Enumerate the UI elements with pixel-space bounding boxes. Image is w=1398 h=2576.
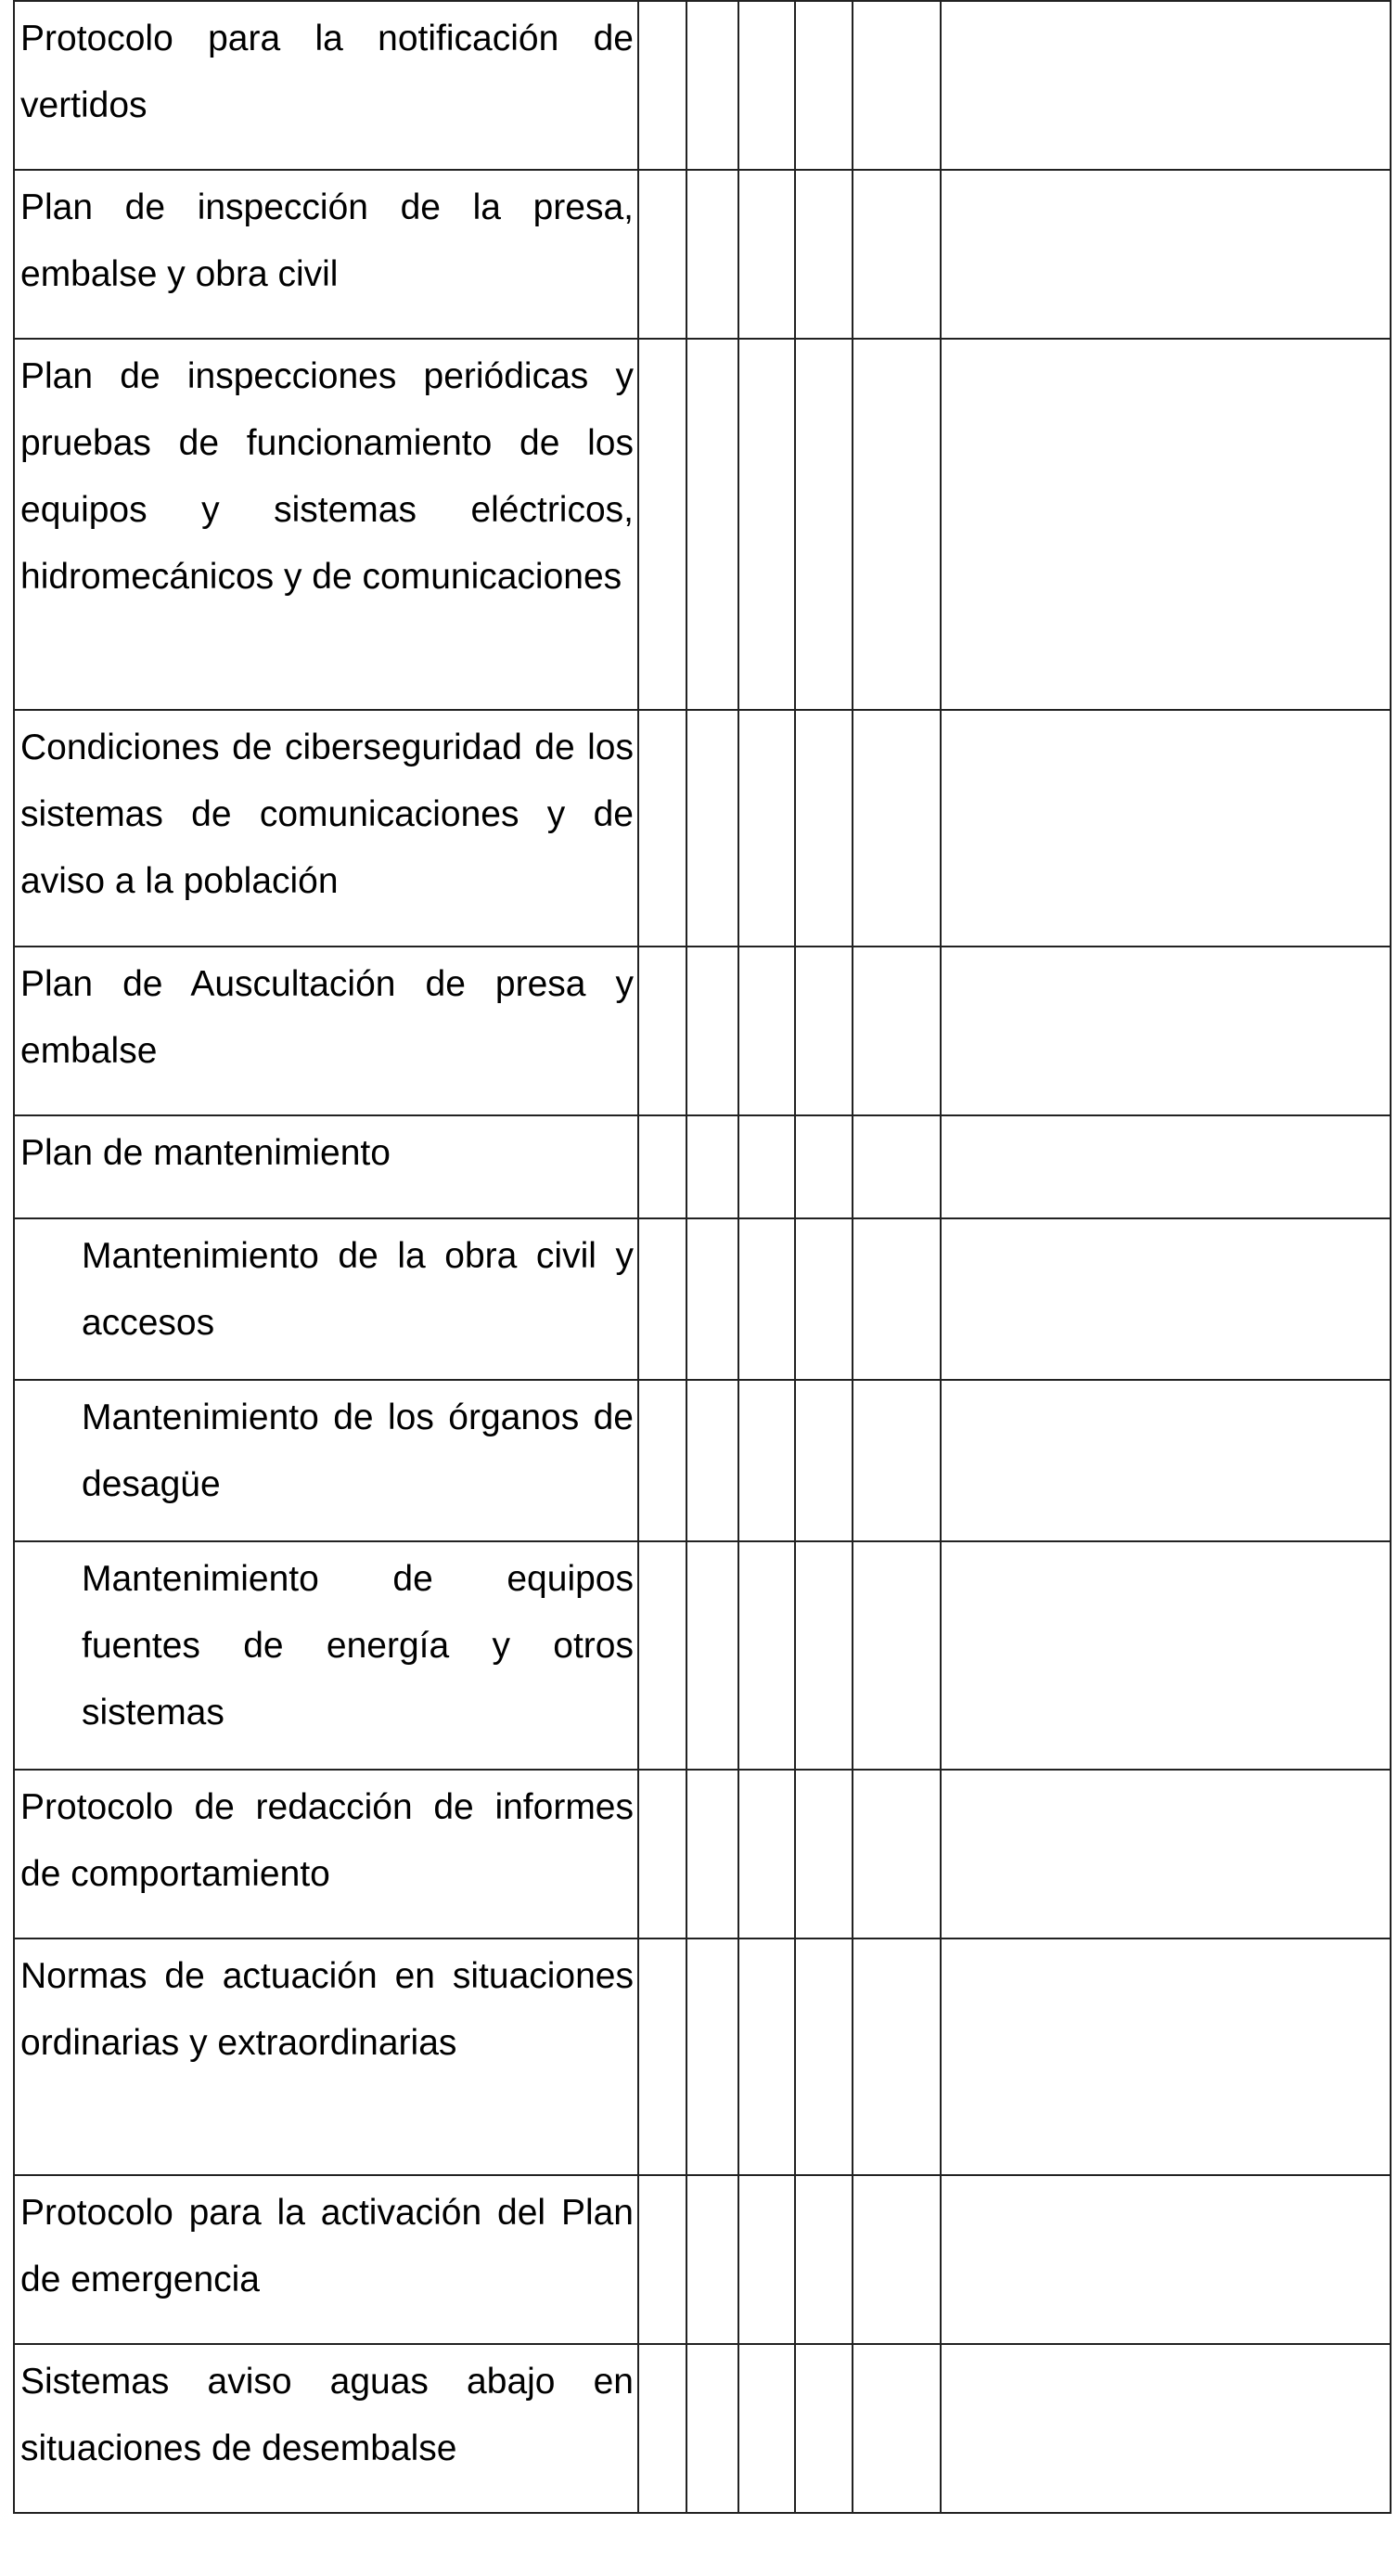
check-cell[interactable] xyxy=(686,1,738,170)
table-row xyxy=(14,339,1391,710)
check-cell[interactable] xyxy=(686,170,738,339)
check-cell[interactable] xyxy=(795,2344,853,2513)
check-cell[interactable] xyxy=(795,1938,853,2175)
check-cell[interactable] xyxy=(795,1380,853,1541)
row-label: Plan de mantenimiento xyxy=(14,1115,638,1218)
check-cell[interactable] xyxy=(638,1770,686,1938)
notes-cell[interactable] xyxy=(941,710,1391,947)
check-cell[interactable] xyxy=(638,1218,686,1380)
check-cell[interactable] xyxy=(853,1,941,170)
row-label: Protocolo para la notificación de vertidos xyxy=(14,1,638,170)
checklist-table xyxy=(13,0,1392,2514)
notes-cell[interactable] xyxy=(941,1115,1391,1218)
check-cell[interactable] xyxy=(686,2344,738,2513)
check-cell[interactable] xyxy=(738,1541,795,1770)
check-cell[interactable] xyxy=(853,1380,941,1541)
check-cell[interactable] xyxy=(853,170,941,339)
check-cell[interactable] xyxy=(738,1938,795,2175)
check-cell[interactable] xyxy=(686,1770,738,1938)
check-cell[interactable] xyxy=(686,710,738,947)
row-label: Sistemas aviso aguas abajo en situaciones de desembalse xyxy=(14,2344,638,2513)
check-cell[interactable] xyxy=(795,710,853,947)
check-cell[interactable] xyxy=(795,2175,853,2344)
check-cell[interactable] xyxy=(638,1,686,170)
notes-cell[interactable] xyxy=(941,170,1391,339)
row-label: Mantenimiento de equipos fuentes de energía y otros sistemas xyxy=(14,1541,638,1770)
check-cell[interactable] xyxy=(795,339,853,710)
row-label: Plan de inspección de la presa, embalse y obra civil xyxy=(14,170,638,339)
check-cell[interactable] xyxy=(853,339,941,710)
check-cell[interactable] xyxy=(638,1541,686,1770)
row-label: Mantenimiento de los órganos de desagüe xyxy=(14,1380,638,1541)
check-cell[interactable] xyxy=(686,1380,738,1541)
check-cell[interactable] xyxy=(853,1218,941,1380)
row-label: Plan de Auscultación de presa y embalse xyxy=(14,947,638,1115)
check-cell[interactable] xyxy=(686,1938,738,2175)
table-row xyxy=(14,1938,1391,2175)
check-cell[interactable] xyxy=(795,1541,853,1770)
check-cell[interactable] xyxy=(853,1115,941,1218)
table-row xyxy=(14,2175,1391,2344)
check-cell[interactable] xyxy=(738,1380,795,1541)
check-cell[interactable] xyxy=(738,947,795,1115)
table-row xyxy=(14,1115,1391,1218)
check-cell[interactable] xyxy=(795,947,853,1115)
check-cell[interactable] xyxy=(738,1,795,170)
check-cell[interactable] xyxy=(686,947,738,1115)
check-cell[interactable] xyxy=(738,1115,795,1218)
notes-cell[interactable] xyxy=(941,1380,1391,1541)
table-row xyxy=(14,1541,1391,1770)
check-cell[interactable] xyxy=(638,339,686,710)
notes-cell[interactable] xyxy=(941,1218,1391,1380)
check-cell[interactable] xyxy=(795,1115,853,1218)
check-cell[interactable] xyxy=(853,1938,941,2175)
table-row xyxy=(14,947,1391,1115)
check-cell[interactable] xyxy=(738,1218,795,1380)
check-cell[interactable] xyxy=(795,1,853,170)
check-cell[interactable] xyxy=(686,1541,738,1770)
notes-cell[interactable] xyxy=(941,1541,1391,1770)
check-cell[interactable] xyxy=(738,1770,795,1938)
notes-cell[interactable] xyxy=(941,339,1391,710)
check-cell[interactable] xyxy=(738,339,795,710)
check-cell[interactable] xyxy=(686,339,738,710)
check-cell[interactable] xyxy=(795,170,853,339)
check-cell[interactable] xyxy=(686,1218,738,1380)
check-cell[interactable] xyxy=(638,710,686,947)
table-row xyxy=(14,1770,1391,1938)
notes-cell[interactable] xyxy=(941,1,1391,170)
notes-cell[interactable] xyxy=(941,1938,1391,2175)
check-cell[interactable] xyxy=(638,2175,686,2344)
check-cell[interactable] xyxy=(738,2344,795,2513)
check-cell[interactable] xyxy=(686,2175,738,2344)
check-cell[interactable] xyxy=(638,947,686,1115)
check-cell[interactable] xyxy=(795,1218,853,1380)
row-label: Mantenimiento de la obra civil y accesos xyxy=(14,1218,638,1380)
row-label: Normas de actuación en situaciones ordinarias y extraordinarias xyxy=(14,1938,638,2175)
table-row xyxy=(14,1218,1391,1380)
check-cell[interactable] xyxy=(853,2344,941,2513)
check-cell[interactable] xyxy=(638,2344,686,2513)
table-row xyxy=(14,2344,1391,2513)
check-cell[interactable] xyxy=(638,170,686,339)
row-label: Protocolo de redacción de informes de comportamiento xyxy=(14,1770,638,1938)
notes-cell[interactable] xyxy=(941,2344,1391,2513)
check-cell[interactable] xyxy=(738,710,795,947)
check-cell[interactable] xyxy=(686,1115,738,1218)
check-cell[interactable] xyxy=(853,710,941,947)
row-label: Protocolo para la activación del Plan de emergencia xyxy=(14,2175,638,2344)
check-cell[interactable] xyxy=(638,1938,686,2175)
check-cell[interactable] xyxy=(853,947,941,1115)
check-cell[interactable] xyxy=(853,1770,941,1938)
check-cell[interactable] xyxy=(638,1115,686,1218)
check-cell[interactable] xyxy=(638,1380,686,1541)
notes-cell[interactable] xyxy=(941,2175,1391,2344)
row-label: Condiciones de ciberseguridad de los sistemas de comunicaciones y de aviso a la población xyxy=(14,710,638,947)
check-cell[interactable] xyxy=(853,1541,941,1770)
table-row xyxy=(14,1,1391,170)
check-cell[interactable] xyxy=(795,1770,853,1938)
notes-cell[interactable] xyxy=(941,947,1391,1115)
check-cell[interactable] xyxy=(738,170,795,339)
row-label: Plan de inspecciones periódicas y pruebas de funcionamiento de los equipos y sistemas eléctricos, hidromecánicos y de comunicaciones xyxy=(14,339,638,710)
table-row xyxy=(14,170,1391,339)
check-cell[interactable] xyxy=(738,2175,795,2344)
table-row xyxy=(14,710,1391,947)
notes-cell[interactable] xyxy=(941,1770,1391,1938)
check-cell[interactable] xyxy=(853,2175,941,2344)
table-row xyxy=(14,1380,1391,1541)
